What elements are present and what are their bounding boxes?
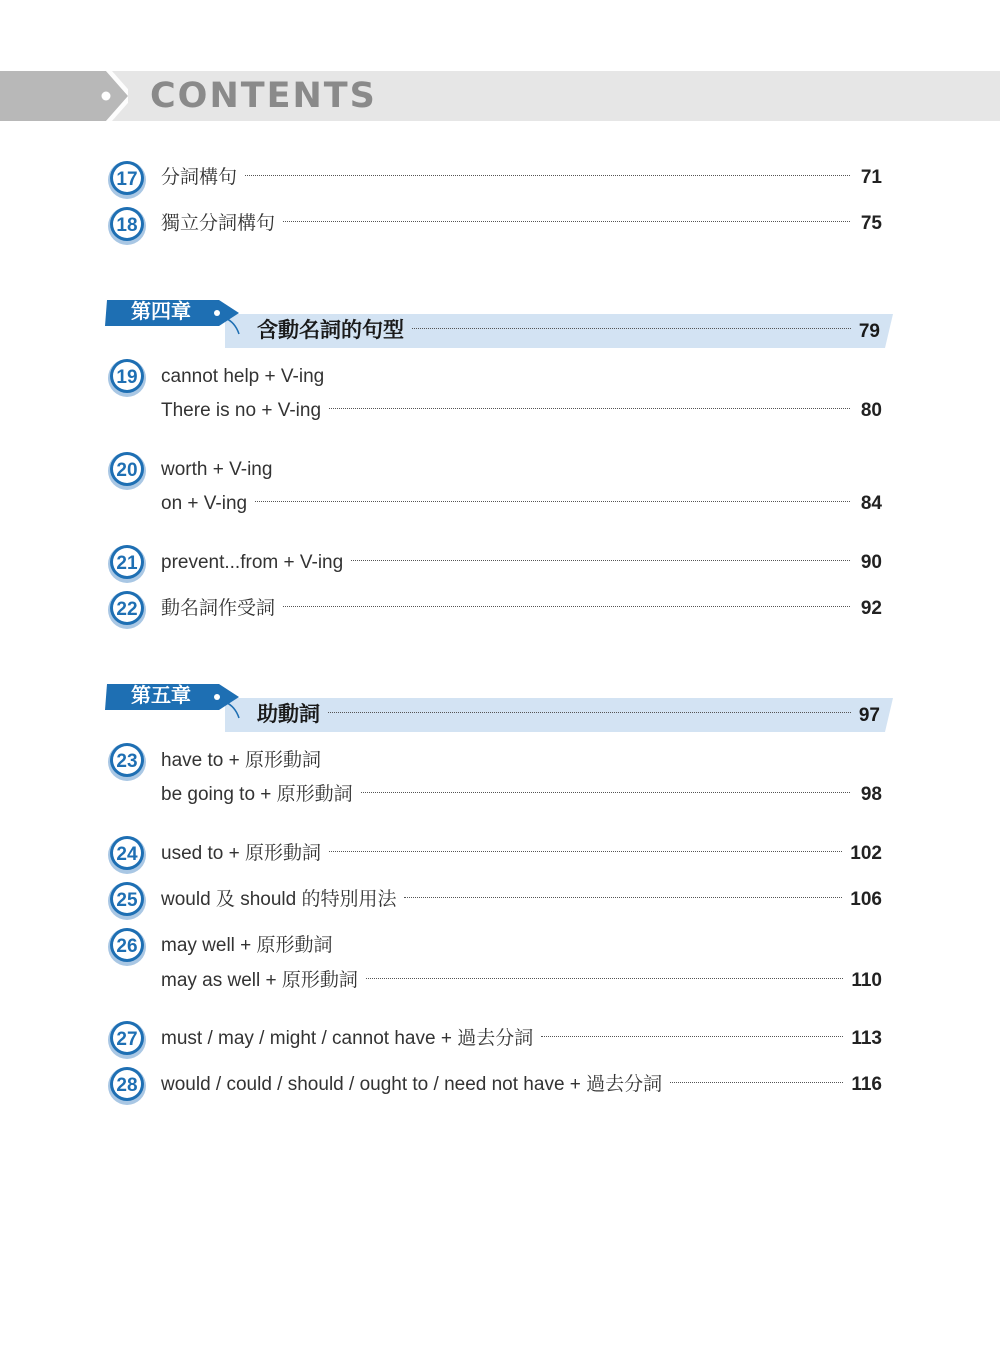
chapter-label: 第五章 bbox=[131, 685, 191, 707]
badge-number: 21 bbox=[116, 553, 138, 574]
entry-title: 動名詞作受詞 bbox=[161, 598, 276, 619]
page-number: 92 bbox=[860, 598, 882, 619]
badge-number: 28 bbox=[116, 1075, 138, 1096]
number-badge-icon bbox=[107, 880, 147, 920]
entry-title-line-2: be going to + 原形動詞 bbox=[161, 784, 353, 805]
chapter-5-header[interactable] bbox=[105, 680, 895, 732]
badge-number: 19 bbox=[116, 367, 138, 388]
badge-number: 23 bbox=[116, 751, 138, 772]
number-badge-icon bbox=[107, 1019, 147, 1059]
entry-title: used to + 原形動詞 bbox=[161, 843, 321, 864]
dot-leader bbox=[255, 500, 850, 502]
chapter-title: 助動詞 bbox=[257, 703, 320, 726]
number-badge-icon bbox=[107, 450, 147, 490]
dot-leader bbox=[366, 977, 843, 979]
chapter-title: 含動名詞的句型 bbox=[257, 319, 404, 342]
entry-title-line-1: worth + V-ing bbox=[161, 459, 273, 480]
badge-number: 17 bbox=[116, 169, 138, 190]
page-number: 102 bbox=[850, 843, 882, 864]
page-number: 84 bbox=[860, 493, 882, 514]
dot-leader bbox=[328, 711, 851, 713]
page-number: 113 bbox=[851, 1028, 882, 1049]
dot-leader bbox=[283, 220, 850, 222]
dot-leader bbox=[245, 174, 850, 176]
dot-leader bbox=[329, 850, 842, 852]
page-number: 90 bbox=[860, 552, 882, 573]
chapter-label: 第四章 bbox=[131, 301, 191, 323]
dot-leader bbox=[351, 559, 850, 561]
number-badge-icon bbox=[107, 589, 147, 629]
page-number: 106 bbox=[850, 889, 882, 910]
contents-header bbox=[0, 71, 1000, 121]
page-number: 79 bbox=[858, 321, 880, 342]
dot-leader bbox=[404, 896, 842, 898]
entry-title-line-1: cannot help + V-ing bbox=[161, 366, 325, 387]
entry-title: 獨立分詞構句 bbox=[161, 213, 276, 234]
entry-title-line-2: may as well + 原形動詞 bbox=[161, 970, 358, 991]
number-badge-icon bbox=[107, 1065, 147, 1105]
page-number: 80 bbox=[860, 400, 882, 421]
number-badge-icon bbox=[107, 926, 147, 966]
page-title: CONTENTS bbox=[150, 76, 377, 116]
dot-leader bbox=[283, 605, 850, 607]
number-badge-icon bbox=[107, 159, 147, 199]
chapter-4-header[interactable] bbox=[105, 296, 895, 348]
badge-number: 25 bbox=[116, 890, 138, 911]
number-badge-icon bbox=[107, 741, 147, 781]
badge-number: 20 bbox=[116, 460, 138, 481]
header-arrow-tab-icon bbox=[0, 71, 128, 121]
badge-number: 18 bbox=[116, 215, 138, 236]
dot-leader bbox=[329, 407, 850, 409]
number-badge-icon bbox=[107, 357, 147, 397]
entry-title-line-1: have to + 原形動詞 bbox=[161, 750, 321, 771]
dot-leader bbox=[670, 1081, 843, 1083]
entry-title-line-2: on + V-ing bbox=[161, 493, 248, 514]
entry-title-line-1: may well + 原形動詞 bbox=[161, 935, 333, 956]
entry-title: prevent...from + V-ing bbox=[161, 552, 344, 573]
page-number: 116 bbox=[851, 1074, 882, 1095]
dot-leader bbox=[361, 791, 850, 793]
page-number: 98 bbox=[860, 784, 882, 805]
entry-title: must / may / might / cannot have + 過去分詞 bbox=[161, 1028, 534, 1049]
dot-leader bbox=[541, 1035, 843, 1037]
number-badge-icon bbox=[107, 543, 147, 583]
page-number: 110 bbox=[851, 970, 882, 991]
entry-title: would / could / should / ought to / need not have + 過去分詞 bbox=[161, 1074, 663, 1095]
badge-number: 26 bbox=[116, 936, 138, 957]
page-number: 71 bbox=[860, 167, 882, 188]
badge-number: 22 bbox=[116, 599, 138, 620]
page-number: 75 bbox=[860, 213, 882, 234]
entry-title: 分詞構句 bbox=[161, 167, 238, 188]
number-badge-icon bbox=[107, 834, 147, 874]
entry-title: would 及 should 的特別用法 bbox=[161, 889, 397, 910]
number-badge-icon bbox=[107, 205, 147, 245]
badge-number: 24 bbox=[116, 844, 138, 865]
dot-leader bbox=[412, 327, 851, 329]
entry-title-line-2: There is no + V-ing bbox=[161, 400, 322, 421]
page-number: 97 bbox=[858, 705, 880, 726]
badge-number: 27 bbox=[116, 1029, 138, 1050]
